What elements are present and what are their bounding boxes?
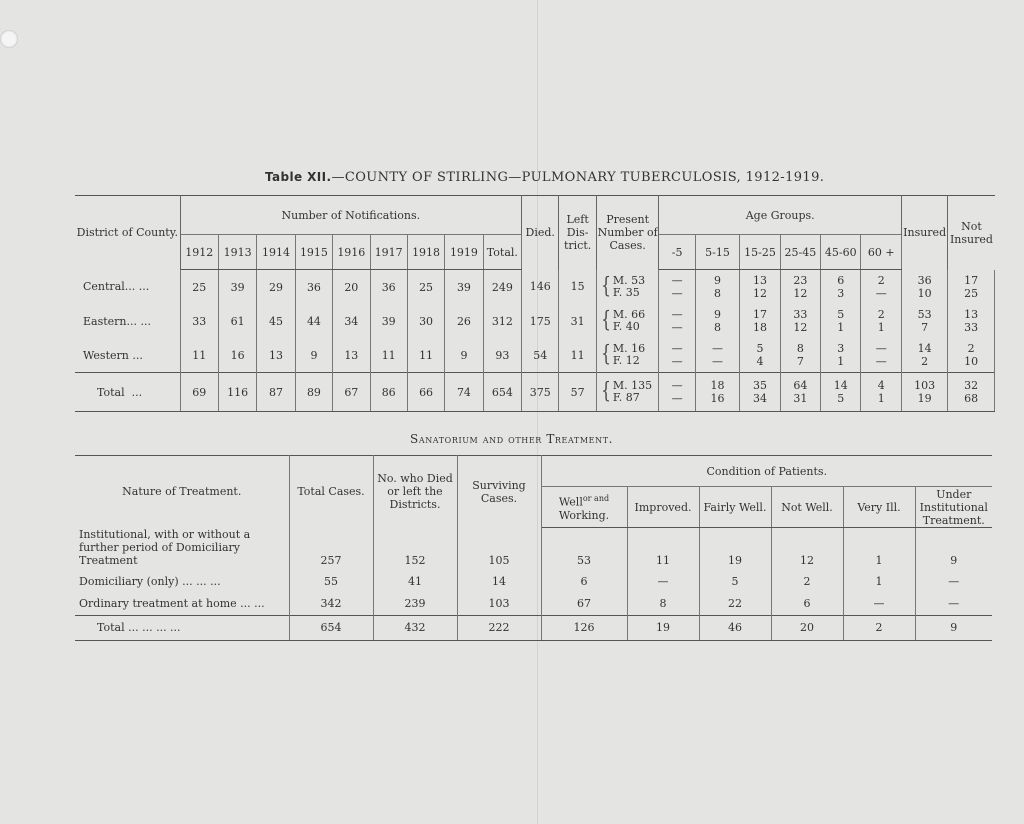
value-cell: 257 — [289, 528, 373, 571]
value-cell: 14 — [457, 571, 541, 593]
header-nature: Nature of Treatment. — [75, 456, 289, 528]
district-name: Eastern... ... — [75, 304, 180, 338]
header-year: 1912 — [180, 235, 218, 270]
count-cell: 13 — [257, 338, 295, 373]
table-row — [75, 270, 995, 305]
value-cell: 41 — [373, 571, 457, 593]
value-cell: 46 — [699, 615, 771, 640]
count-cell: 30 — [407, 304, 444, 338]
header-total-cases: Total Cases. — [289, 456, 373, 528]
age-cell: 33 12 — [780, 304, 820, 338]
treatment-name: Institutional, with or without a further period of Domiciliary Treatment — [75, 528, 289, 571]
count-cell: 9 — [445, 338, 483, 373]
header-district: District of County. — [75, 196, 180, 270]
age-cell: — — — [861, 338, 901, 373]
age-cell: 35 34 — [740, 373, 780, 412]
value-cell: 22 — [699, 593, 771, 616]
value-cell: — — [843, 593, 915, 616]
not-insured-cell: 2 10 — [948, 338, 995, 373]
header-year: 1917 — [370, 235, 407, 270]
value-cell: 103 — [457, 593, 541, 616]
value-cell: 152 — [373, 528, 457, 571]
header-age: 60 + — [861, 235, 901, 270]
value-cell: 239 — [373, 593, 457, 616]
value-cell: 126 — [541, 615, 627, 640]
total-label: Total ... ... ... ... — [75, 615, 289, 640]
not-insured-cell: 13 33 — [948, 304, 995, 338]
count-cell: 44 — [295, 304, 332, 338]
value-cell: 19 — [627, 615, 699, 640]
table-title-text: —COUNTY OF STIRLING—PULMONARY TUBERCULOSIS, 1912-1919. — [331, 170, 825, 185]
count-cell: 11 — [180, 338, 218, 373]
age-cell: 5 4 — [740, 338, 780, 373]
total-cell: 249 — [483, 270, 521, 305]
age-cell: 23 12 — [780, 270, 820, 305]
header-left-district: Left Dis- trict. — [559, 196, 596, 270]
count-cell: 20 — [333, 270, 370, 305]
insured-cell: 103 19 — [901, 373, 947, 412]
total-row — [75, 615, 992, 640]
header-fairly-well: Fairly Well. — [699, 487, 771, 528]
died-cell: 54 — [522, 338, 559, 373]
table-title — [265, 170, 824, 185]
value-cell: — — [948, 597, 960, 610]
count-cell: 89 — [295, 373, 332, 412]
age-cell: — — — [659, 304, 695, 338]
left-cell: 15 — [559, 270, 596, 305]
header-notifications: Number of Notifications. — [180, 196, 521, 235]
count-cell: 39 — [370, 304, 407, 338]
table-row — [75, 338, 995, 373]
count-cell: 66 — [407, 373, 444, 412]
age-cell: 8 7 — [780, 338, 820, 373]
count-cell: 34 — [333, 304, 370, 338]
value-cell: 9 — [950, 553, 958, 567]
count-cell: 67 — [333, 373, 370, 412]
header-died: Died. — [522, 196, 559, 270]
page-fold — [537, 0, 539, 824]
header-age: 45-60 — [821, 235, 861, 270]
header-year: 1918 — [407, 235, 444, 270]
header-age: 5-15 — [695, 235, 739, 270]
total-label: Total ... — [75, 373, 180, 412]
notifications-table — [75, 195, 995, 412]
header-year: 1919 — [445, 235, 483, 270]
total-row — [75, 373, 995, 412]
header-very-ill: Very Ill. — [843, 487, 915, 528]
count-cell: 11 — [370, 338, 407, 373]
left-cell: 11 — [559, 338, 596, 373]
died-cell: 375 — [522, 373, 559, 412]
died-cell: 175 — [522, 304, 559, 338]
value-cell: 2 — [771, 571, 843, 593]
count-cell: 11 — [407, 338, 444, 373]
value-cell: 55 — [289, 571, 373, 593]
value-cell: 9 — [915, 615, 992, 640]
count-cell: 26 — [445, 304, 483, 338]
value-cell: 11 — [627, 528, 699, 571]
district-name: Western ... — [75, 338, 180, 373]
present-cases-cell: { M. 16 F. 12 — [596, 338, 659, 373]
value-cell: 654 — [289, 615, 373, 640]
header-died-left: No. who Died or left the Districts. — [373, 456, 457, 528]
section-heading: Sanatorium and other Treatment. — [410, 432, 614, 446]
header-not-insured: Not Insured — [948, 196, 995, 270]
value-cell: 12 — [771, 528, 843, 571]
header-year: 1914 — [257, 235, 295, 270]
value-cell: 8 — [627, 593, 699, 616]
value-cell: 2 — [843, 615, 915, 640]
count-cell: 9 — [295, 338, 332, 373]
header-year: 1916 — [333, 235, 370, 270]
count-cell: 45 — [257, 304, 295, 338]
age-cell: 6 3 — [821, 270, 861, 305]
age-cell: 4 1 — [861, 373, 901, 412]
value-cell: 20 — [771, 615, 843, 640]
present-cases-cell: { M. 66 F. 40 — [596, 304, 659, 338]
header-improved: Improved. — [627, 487, 699, 528]
count-cell: 61 — [218, 304, 256, 338]
header-condition: Condition of Patients. — [541, 456, 992, 487]
age-cell: 17 18 — [740, 304, 780, 338]
header-under-institutional: Under Institutional Treatment. — [915, 487, 992, 528]
present-cases-cell: { M. 135 F. 87 — [596, 373, 659, 412]
header-insured: Insured — [901, 196, 947, 270]
value-cell: — — [627, 571, 699, 593]
count-cell: 74 — [445, 373, 483, 412]
count-cell: 39 — [445, 270, 483, 305]
table-row — [75, 593, 992, 616]
table-number: Table XII. — [265, 170, 332, 184]
age-cell: 64 31 — [780, 373, 820, 412]
present-cases-cell: { M. 53 F. 35 — [596, 270, 659, 305]
age-cell: 2 1 — [861, 304, 901, 338]
header-age: -5 — [659, 235, 695, 270]
table-row — [75, 528, 992, 571]
count-cell: 33 — [180, 304, 218, 338]
count-cell: 116 — [218, 373, 256, 412]
value-cell: — — [948, 575, 960, 588]
age-cell: — — — [695, 338, 739, 373]
total-cell: 312 — [483, 304, 521, 338]
count-cell: 39 — [218, 270, 256, 305]
value-cell: 6 — [541, 571, 627, 593]
not-insured-cell: 32 68 — [948, 373, 995, 412]
header-year: 1913 — [218, 235, 256, 270]
treatment-table — [75, 455, 992, 641]
header-surviving: Surviving Cases. — [457, 456, 541, 528]
header-not-well: Not Well. — [771, 487, 843, 528]
age-cell: 13 12 — [740, 270, 780, 305]
age-cell: — — — [659, 270, 695, 305]
treatment-name: Domiciliary (only) ... ... ... — [75, 571, 289, 593]
table-row — [75, 571, 992, 593]
value-cell: 222 — [457, 615, 541, 640]
header-year: 1915 — [295, 235, 332, 270]
count-cell: 29 — [257, 270, 295, 305]
value-cell: 432 — [373, 615, 457, 640]
count-cell: 36 — [295, 270, 332, 305]
age-cell: 2 — — [861, 270, 901, 305]
value-cell: 105 — [457, 528, 541, 571]
count-cell: 13 — [333, 338, 370, 373]
value-cell: 1 — [843, 528, 915, 571]
count-cell: 25 — [180, 270, 218, 305]
age-cell: 5 1 — [821, 304, 861, 338]
value-cell: 5 — [699, 571, 771, 593]
age-cell: 9 8 — [695, 270, 739, 305]
age-cell: 9 8 — [695, 304, 739, 338]
district-name: Central... ... — [75, 270, 180, 305]
count-cell: 25 — [407, 270, 444, 305]
not-insured-cell: 17 25 — [948, 270, 995, 305]
value-cell: 19 — [699, 528, 771, 571]
count-cell: 36 — [370, 270, 407, 305]
left-cell: 31 — [559, 304, 596, 338]
table-row — [75, 304, 995, 338]
punch-hole — [0, 30, 18, 48]
header-age-groups: Age Groups. — [659, 196, 901, 235]
header-age: 25-45 — [780, 235, 820, 270]
left-cell: 57 — [559, 373, 596, 412]
treatment-name: Ordinary treatment at home ... ... — [75, 593, 289, 616]
age-cell: 18 16 — [695, 373, 739, 412]
count-cell: 69 — [180, 373, 218, 412]
age-cell: — — — [659, 373, 695, 412]
header-well-working: Well$^{or and}$ Working. — [541, 487, 627, 528]
count-cell: 16 — [218, 338, 256, 373]
total-cell: 93 — [483, 338, 521, 373]
header-present-cases: Present Number of Cases. — [596, 196, 659, 270]
age-cell: 3 1 — [821, 338, 861, 373]
header-total: Total. — [483, 235, 521, 270]
age-cell: — — — [659, 338, 695, 373]
value-cell: 53 — [541, 528, 627, 571]
age-cell: 14 5 — [821, 373, 861, 412]
insured-cell: 36 10 — [901, 270, 947, 305]
value-cell: 1 — [843, 571, 915, 593]
count-cell: 86 — [370, 373, 407, 412]
value-cell: 6 — [771, 593, 843, 616]
value-cell: 67 — [541, 593, 627, 616]
insured-cell: 53 7 — [901, 304, 947, 338]
died-cell: 146 — [522, 270, 559, 305]
total-cell: 654 — [483, 373, 521, 412]
insured-cell: 14 2 — [901, 338, 947, 373]
value-cell: 342 — [289, 593, 373, 616]
header-age: 15-25 — [740, 235, 780, 270]
count-cell: 87 — [257, 373, 295, 412]
